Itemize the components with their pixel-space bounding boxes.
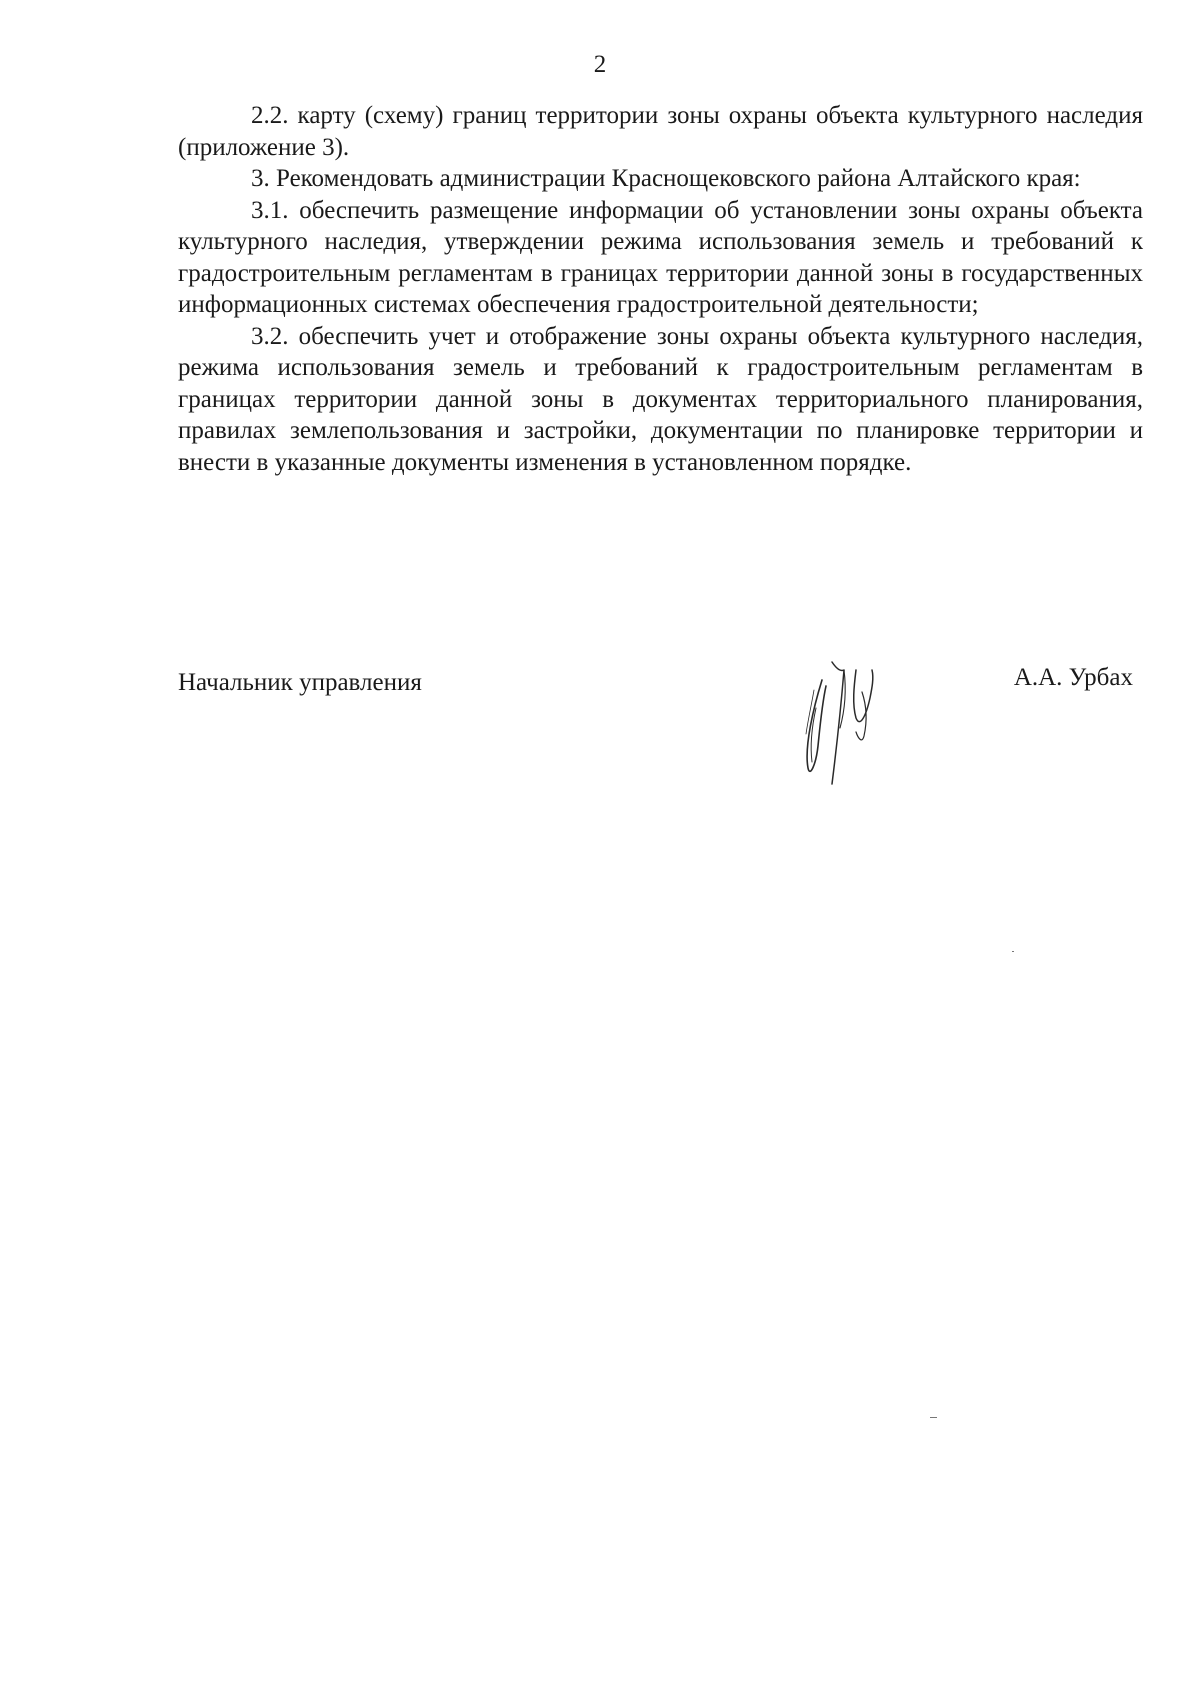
paragraph-3: 3. Рекомендовать администрации Краснощековского района Алтайского края: <box>251 165 1081 192</box>
paragraph-3-1: 3.1. обеспечить размещение информации об установлении зоны охраны объекта культурного наследия, утверждении режима использования земель и требований к градостроительным регламентам в границах территории данной зоны в государственных информационных системах обеспечения градостроительной деятельности; <box>178 196 1143 318</box>
signer-name: А.А. Урбах <box>1013 664 1133 691</box>
signature-block <box>178 660 1143 800</box>
signer-title: Начальник управления <box>178 669 422 696</box>
scan-speck <box>1012 951 1014 952</box>
document-body <box>178 100 1143 478</box>
scan-speck <box>930 1417 937 1418</box>
paragraph-2-2: 2.2. карту (схему) границ территории зоны охраны объекта культурного наследия (приложение 3). <box>178 102 1143 161</box>
paragraph-3-2: 3.2. обеспечить учет и отображение зоны охраны объекта культурного наследия, режима использования земель и требований к градостроительным регламентам в границах территории данной зоны в документах территориального планирования, правилах землепользования и застройки, документации по планировке территории и внести в указанные документы изменения в установленном порядке. <box>178 322 1143 476</box>
handwritten-signature <box>786 646 886 796</box>
page-number: 2 <box>593 51 607 78</box>
